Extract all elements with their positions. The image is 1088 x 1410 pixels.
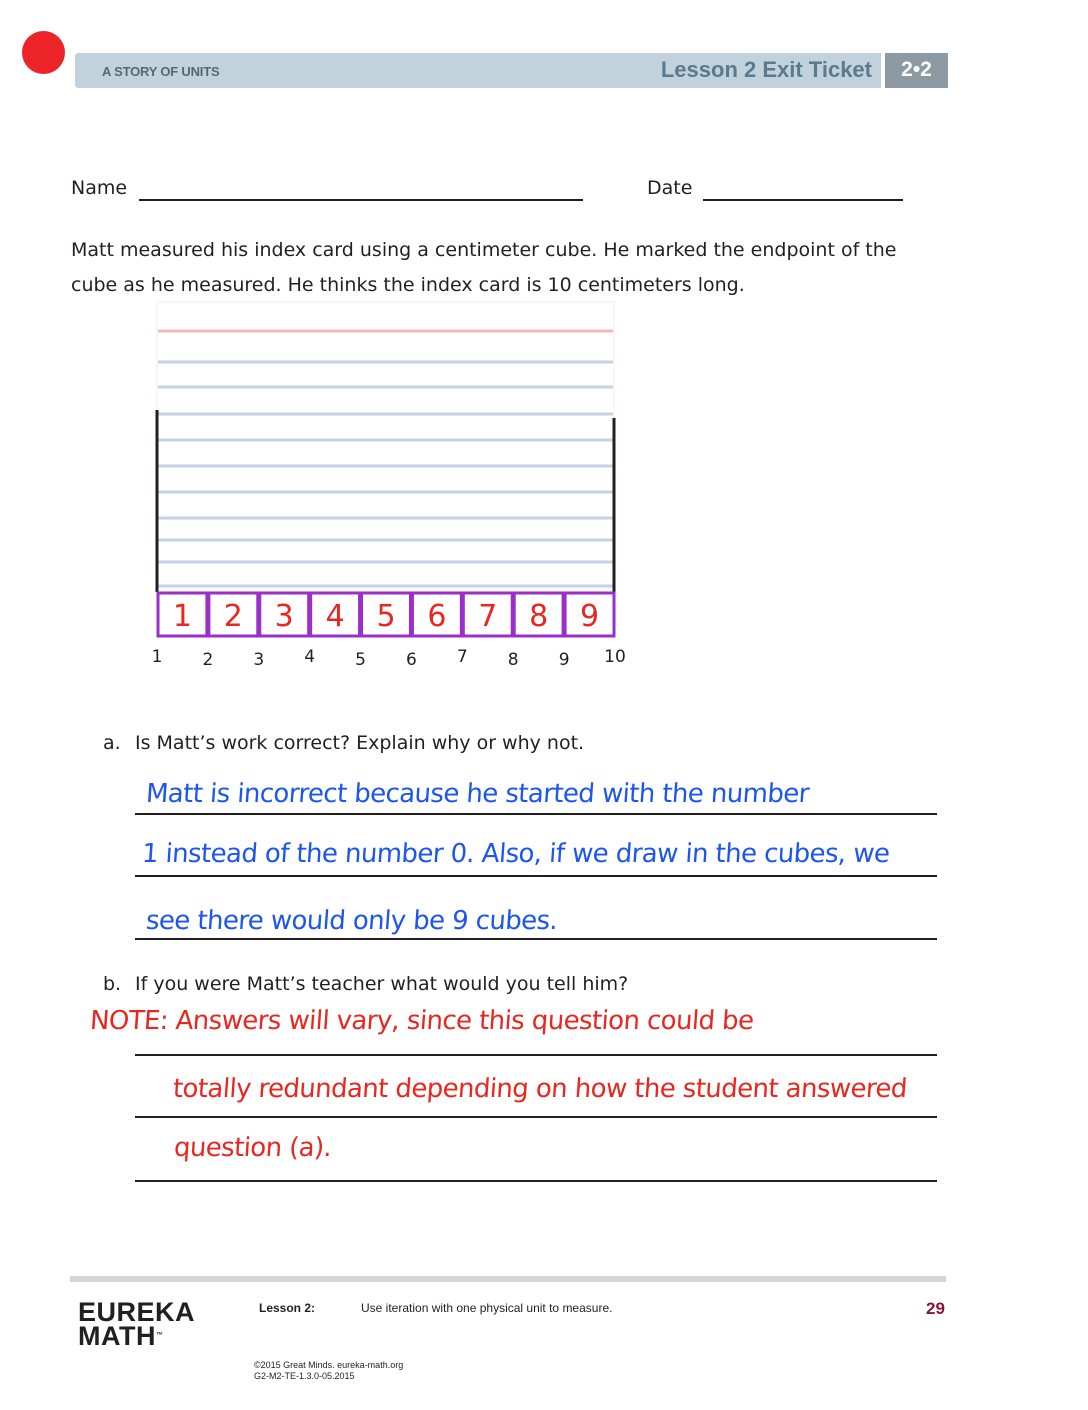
cube-number: 6 — [427, 599, 447, 634]
endpoint-tick-labels — [152, 647, 626, 670]
footer-code: G2-M2-TE-1.3.0-05.2015 — [254, 1371, 355, 1381]
series-title: A STORY OF UNITS — [102, 64, 220, 79]
answer-b-line-3: question (a). — [172, 1133, 333, 1163]
answer-b-writing-line-1[interactable] — [135, 1054, 937, 1056]
tick-label: 3 — [253, 650, 265, 670]
logo-trademark: ™ — [155, 1332, 164, 1339]
answer-a-line-2: 1 instead of the number 0. Also, if we draw in the cubes, we — [140, 839, 891, 869]
tick-label: 1 — [151, 647, 163, 667]
footer-lesson-label: Lesson 2: — [259, 1301, 316, 1315]
answer-a-writing-line-1[interactable] — [135, 813, 937, 815]
tick-label: 9 — [558, 650, 570, 670]
answer-a-line-3: see there would only be 9 cubes. — [144, 906, 559, 936]
footer-lesson-text: Use iteration with one physical unit to measure. — [361, 1301, 613, 1315]
tick-label: 4 — [304, 647, 316, 667]
answer-a-line-1: Matt is incorrect because he started with the number — [144, 779, 810, 809]
prompt-line-1: Matt measured his index card using a centimeter cube. He marked the endpoint of the — [71, 239, 897, 261]
footer-copyright: ©2015 Great Minds. eureka-math.org — [254, 1360, 404, 1370]
cube-number: 5 — [376, 599, 396, 634]
date-label: Date — [647, 177, 693, 199]
date-field[interactable] — [703, 199, 903, 201]
cube-number: 7 — [478, 599, 498, 634]
question-b-text: If you were Matt’s teacher what would you tell him? — [135, 973, 629, 995]
footer-rule — [70, 1276, 946, 1282]
tick-label: 10 — [604, 647, 626, 667]
cube-number: 2 — [223, 599, 243, 634]
cube-number: 1 — [172, 599, 192, 634]
tick-label: 6 — [406, 650, 417, 670]
cube-number: 9 — [580, 599, 600, 634]
page-title: Lesson 2 Exit Ticket — [660, 57, 872, 82]
red-dot-decoration — [22, 31, 65, 74]
logo-line-1: EUREKA — [78, 1297, 196, 1327]
index-card-ruled-lines — [157, 302, 614, 592]
question-a-text: Is Matt’s work correct? Explain why or why not. — [135, 732, 585, 754]
answer-b-writing-line-2[interactable] — [135, 1116, 937, 1118]
cube-number: 8 — [529, 599, 549, 634]
centimeter-cubes — [158, 593, 614, 636]
answer-b-line-2: totally redundant depending on how the student answered — [171, 1074, 908, 1104]
cube-number: 4 — [325, 599, 345, 634]
page-number: 29 — [926, 1299, 945, 1318]
card-background — [157, 302, 614, 592]
question-a-label: a. — [103, 732, 121, 754]
name-field[interactable] — [139, 199, 583, 201]
tick-label: 7 — [456, 647, 468, 667]
tick-label: 8 — [507, 650, 519, 670]
prompt-line-2: cube as he measured. He thinks the index card is 10 centimeters long. — [71, 274, 745, 296]
cube-number: 3 — [274, 599, 294, 634]
answer-a-writing-line-2[interactable] — [135, 875, 937, 877]
answer-a-writing-line-3[interactable] — [135, 938, 937, 940]
module-badge: 2•2 — [885, 53, 948, 88]
name-label: Name — [71, 177, 128, 199]
index-card-figure — [140, 300, 640, 680]
answer-b-line-1: NOTE: Answers will vary, since this question could be — [88, 1006, 755, 1036]
tick-label: 2 — [202, 650, 214, 670]
answer-b-writing-line-3[interactable] — [135, 1180, 937, 1182]
logo-line-2: MATH — [78, 1321, 156, 1351]
question-b-label: b. — [103, 973, 122, 995]
tick-label: 5 — [355, 650, 366, 670]
eureka-math-logo — [78, 1297, 196, 1351]
